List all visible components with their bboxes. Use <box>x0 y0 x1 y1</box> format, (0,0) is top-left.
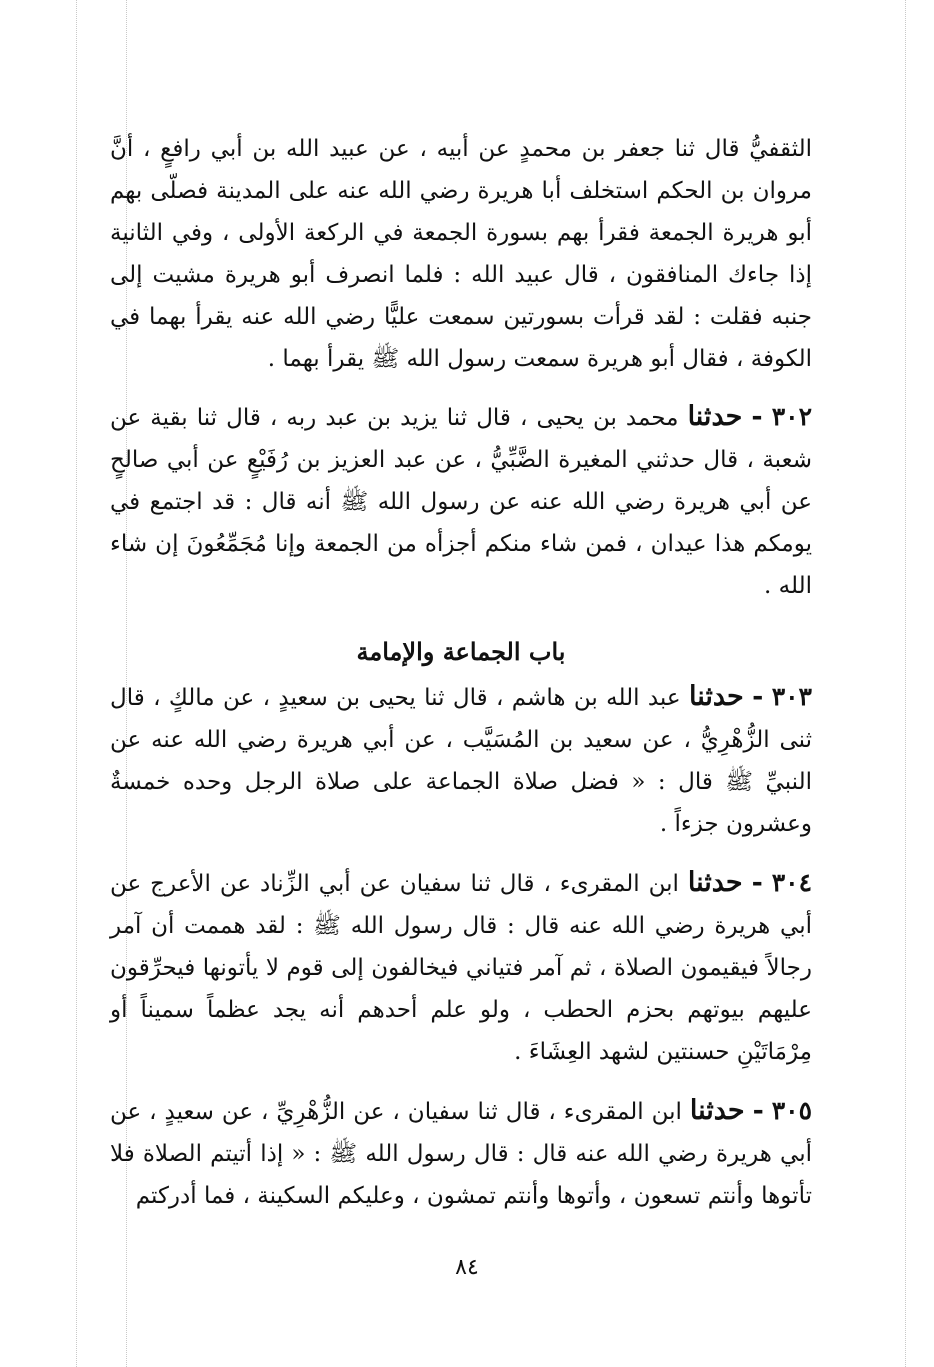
hadith-keyword: حدثنا <box>687 401 743 432</box>
scan-edge-left <box>76 0 77 1367</box>
hadith-keyword: حدثنا <box>688 681 744 712</box>
hadith-302: ٣٠٢ - حدثنا محمد بن يحيى ، قال ثنا يزيد بن عبد ربه ، قال ثنا بقية عن شعبة ، قال حدثني المغيرة الضَّبِّيُّ ، عن عبد العزيز بن رُفَيْعٍ عن أبي صالحٍ عن أبي هريرة رضي الله عنه عن رسول الله ﷺ أنه قال : قد اجتمع في يومكم هذا عيدان ، فمن شاء منكم أجزأه من الجمعة وإنا مُجَمِّعُونَ إن شاء الله . <box>110 401 813 599</box>
hadith-text: ابن المقرىء ، قال ثنا سفيان ، عن الزُّهْرِيِّ ، عن سعيدٍ ، عن أبي هريرة رضي الله عنه قال : قال رسول الله ﷺ : « إذا أتيتم الصلاة فلا تأتوها وأنتم تسعون ، وأتوها وأنتم تمشون ، وعليكم السكينة ، فما أدركتم <box>110 1099 812 1209</box>
chapter-heading: باب الجماعة والإمامة <box>356 637 566 666</box>
scan-edge-right <box>905 0 906 1367</box>
hadith-304: ٣٠٤ - حدثنا ابن المقرىء ، قال ثنا سفيان عن أبي الزِّناد عن الأعرج عن أبي هريرة رضي الله عنه قال : قال رسول الله ﷺ : لقد هممت أن آمر رجالاً فيقيمون الصلاة ، ثم آمر فتياني فيخالفون إلى قوم لا يأتونها فيحرِّقون عليهم بيوتهم بحزم الحطب ، ولو علم أحدهم أنه يجد عظماً سميناً أو مِرْمَاتَيْنِ حسنتين لشهد العِشَاءَ . <box>110 867 813 1065</box>
paragraph-text: الثقفيُّ قال ثنا جعفر بن محمدٍ عن أبيه ، عن عبيد الله بن أبي رافعٍ ، أنَّ مروان بن الحكم استخلف أبا هريرة رضي الله عنه على المدينة فصلّى بهم أبو هريرة الجمعة فقرأ بهم بسورة الجمعة في الركعة الأولى ، وفي الثانية إذا جاءك المنافقون ، قال عبيد الله : فلما انصرف أبو هريرة مشيت إلى جنبه فقلت : لقد قرأت بسورتين سمعت عليًّا رضي الله عنه يقرأ بهما في الكوفة ، فقال أبو هريرة سمعت رسول الله ﷺ يقرأ بهما . <box>110 136 812 372</box>
hadith-text: محمد بن يحيى ، قال ثنا يزيد بن عبد ربه ، قال ثنا بقية عن شعبة ، قال حدثني المغيرة الضَّبِّيُّ ، عن عبد العزيز بن رُفَيْعٍ عن أبي صالحٍ عن أبي هريرة رضي الله عنه عن رسول الله ﷺ أنه قال : قد اجتمع في يومكم هذا عيدان ، فمن شاء منكم أجزأه من الجمعة وإنا مُجَمِّعُونَ إن شاء الله . <box>110 405 812 599</box>
hadith-number: ٣٠٣ <box>771 682 812 711</box>
hadith-303: ٣٠٣ - حدثنا عبد الله بن هاشم ، قال ثنا يحيى بن سعيدٍ ، عن مالكٍ ، قال ثنى الزُّهْرِيُّ ، عن سعيد بن المُسَيَّب ، عن أبي هريرة رضي الله عنه عن النبيِّ ﷺ قال : « فضل صلاة الجماعة على صلاة الرجل وحده خمسةٌ وعشرون جزءاً . <box>110 681 812 837</box>
hadith-305: ٣٠٥ - حدثنا ابن المقرىء ، قال ثنا سفيان ، عن الزُّهْرِيِّ ، عن سعيدٍ ، عن أبي هريرة رضي الله عنه قال : قال رسول الله ﷺ : « إذا أتيتم الصلاة فلا تأتوها وأنتم تسعون ، وأتوها وأنتم تمشون ، وعليكم السكينة ، فما أدركتم <box>110 1095 813 1209</box>
paragraph-continuation <box>110 128 812 380</box>
hadith-number: ٣٠٢ <box>771 402 813 431</box>
hadith-keyword: حدثنا <box>689 1095 745 1126</box>
hadith-text: عبد الله بن هاشم ، قال ثنا يحيى بن سعيدٍ ، عن مالكٍ ، قال ثنى الزُّهْرِيُّ ، عن سعيد بن المُسَيَّب ، عن أبي هريرة رضي الله عنه عن النبيِّ ﷺ قال : « فضل صلاة الجماعة على صلاة الرجل وحده خمسةٌ وعشرون جزءاً . <box>110 685 812 837</box>
page-number: ٨٤ <box>455 1255 479 1280</box>
hadith-number: ٣٠٥ <box>771 1096 813 1125</box>
hadith-text: ابن المقرىء ، قال ثنا سفيان عن أبي الزِّناد عن الأعرج عن أبي هريرة رضي الله عنه قال : قال رسول الله ﷺ : لقد هممت أن آمر رجالاً فيقيمون الصلاة ، ثم آمر فتياني فيخالفون إلى قوم لا يأتونها فيحرِّقون عليهم بيوتهم بحزم الحطب ، ولو علم أحدهم أنه يجد عظماً سميناً أو مِرْمَاتَيْنِ حسنتين لشهد العِشَاءَ . <box>110 871 812 1065</box>
hadith-number: ٣٠٤ <box>771 868 813 897</box>
hadith-keyword: حدثنا <box>687 867 743 898</box>
